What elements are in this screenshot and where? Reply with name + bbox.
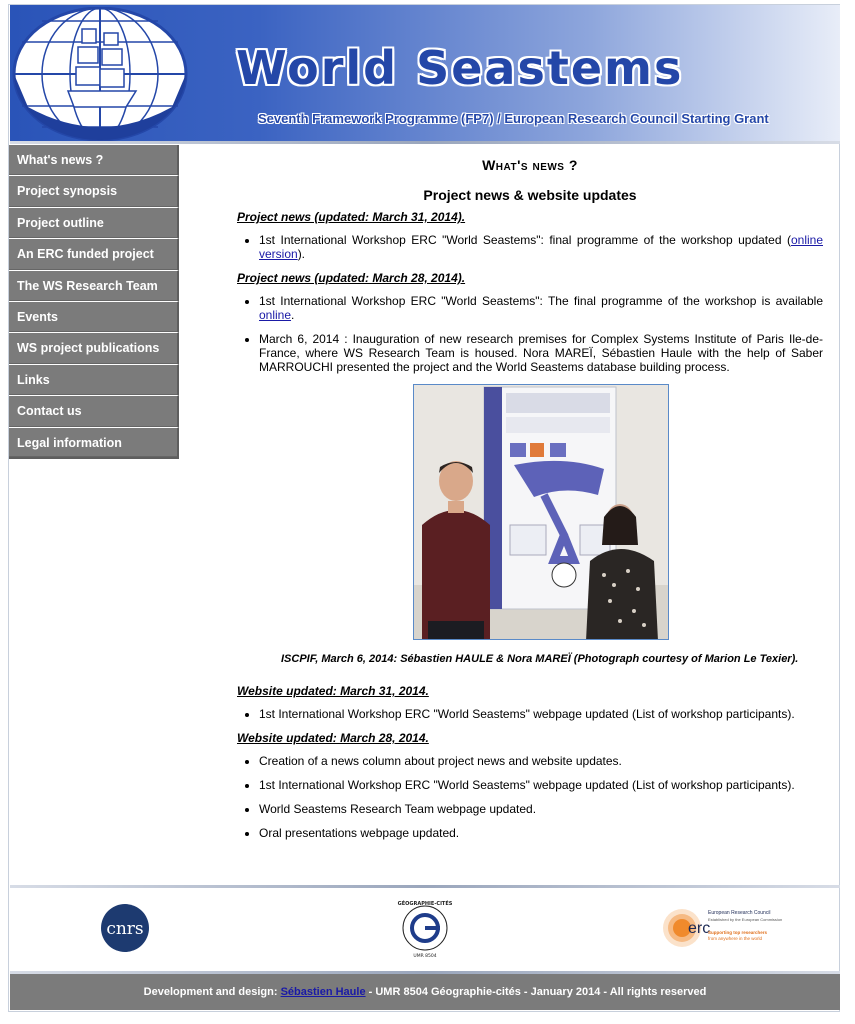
- photo-caption: ISCPIF, March 6, 2014: Sébastien HAULE & Nora MAREÏ (Photograph courtesy of Marion Le Texier).: [281, 653, 799, 665]
- section-heading-website-march-31: Website updated: March 31, 2014.: [237, 684, 429, 698]
- sidebar-item-links[interactable]: Links: [9, 365, 179, 396]
- erc-logo-tagline-2: from anywhere in the world: [708, 936, 763, 941]
- sidebar-item-project-synopsis[interactable]: Project synopsis: [9, 176, 179, 207]
- sidebar-item-contact-us[interactable]: Contact us: [9, 396, 179, 427]
- main-content: [237, 158, 823, 850]
- news-list-march-31: [237, 233, 823, 261]
- credit-suffix: - UMR 8504 Géographie-cités - January 2014 - All rights reserved: [365, 986, 707, 998]
- site-title: World Seastems: [236, 41, 684, 95]
- list-item: • 1st International Workshop ERC "World Seastems" webpage updated (List of workshop participants).: [259, 778, 823, 792]
- sidebar-item-publications[interactable]: WS project publications: [9, 333, 179, 364]
- section-heading-news-march-31: Project news (updated: March 31, 2014).: [237, 210, 466, 224]
- erc-logo-mark: erc: [688, 920, 711, 937]
- news-list-march-28: [237, 294, 823, 374]
- event-photo: [413, 384, 669, 640]
- online-version-link[interactable]: online version: [259, 233, 823, 261]
- photo-image: [414, 385, 669, 640]
- sidebar-item-research-team[interactable]: The WS Research Team: [9, 271, 179, 302]
- globe-ship-logo-icon: [12, 7, 188, 141]
- sidebar-item-legal-information[interactable]: Legal information: [9, 428, 179, 459]
- list-item: • Oral presentations webpage updated.: [259, 826, 823, 840]
- sidebar-item-project-outline[interactable]: Project outline: [9, 208, 179, 239]
- erc-logo-name: European Research Council: [708, 910, 771, 916]
- cnrs-logo-text: cnrs: [106, 919, 144, 939]
- list-item: • 1st International Workshop ERC "World Seastems" webpage updated (List of workshop participants).: [259, 707, 823, 721]
- list-item-text: 1st International Workshop ERC "World Seastems": final programme of the workshop updated (: [259, 233, 791, 247]
- partner-logos-graphic: [10, 888, 840, 972]
- sidebar-item-erc-funded-project[interactable]: An ERC funded project: [9, 239, 179, 270]
- erc-logo-tagline-1: Supporting top researchers: [708, 930, 768, 935]
- partner-logos: [10, 888, 840, 972]
- list-item: [259, 294, 823, 322]
- list-item: • March 6, 2014 : Inauguration of new research premises for Complex Systems Institute of Paris Ile-de-France, where WS Research Team is housed. Nora MAREÏ, Sébastien Haule with the help of Saber MARROUCHI presented the project and the World Seastems database building process.: [259, 332, 823, 374]
- page-subtitle: Project news & website updates: [423, 187, 637, 203]
- list-item: • World Seastems Research Team webpage updated.: [259, 802, 823, 816]
- page-title: What's news ?: [482, 157, 578, 173]
- list-item: [259, 233, 823, 261]
- website-list-march-31: [237, 707, 823, 721]
- sidebar-item-whats-news[interactable]: What's news ?: [9, 145, 179, 176]
- geographie-cites-ring-text: GÉOGRAPHIE-CITÉS: [397, 901, 453, 907]
- cnrs-logo-icon: [101, 904, 149, 952]
- geographie-cites-sub-text: UMR 8504: [413, 954, 437, 959]
- list-item-text: 1st International Workshop ERC "World Seastems": The final programme of the workshop is available: [259, 294, 823, 308]
- list-item-text-end: ).: [297, 247, 306, 261]
- footer-credits: [10, 974, 840, 1010]
- erc-logo-established: Established by the European Commission: [708, 917, 783, 922]
- sidebar-item-events[interactable]: Events: [9, 302, 179, 333]
- section-heading-website-march-28: Website updated: March 28, 2014.: [237, 731, 429, 745]
- credit-prefix: Development and design:: [143, 986, 281, 998]
- erc-logo-icon: [663, 909, 782, 947]
- list-item-text-end: .: [291, 308, 295, 322]
- website-list-march-28: [237, 754, 823, 840]
- section-heading-news-march-28: Project news (updated: March 28, 2014).: [237, 271, 466, 285]
- sidebar-nav: [9, 145, 179, 459]
- list-item: • Creation of a news column about project news and website updates.: [259, 754, 823, 768]
- designer-link[interactable]: Sébastien Haule: [280, 986, 366, 998]
- header-banner: [10, 5, 840, 141]
- geographie-cites-logo-icon: [398, 899, 453, 959]
- header-divider: [10, 141, 840, 144]
- online-link[interactable]: online: [259, 308, 292, 322]
- site-subtitle: Seventh Framework Programme (FP7) / European Research Council Starting Grant: [258, 111, 769, 126]
